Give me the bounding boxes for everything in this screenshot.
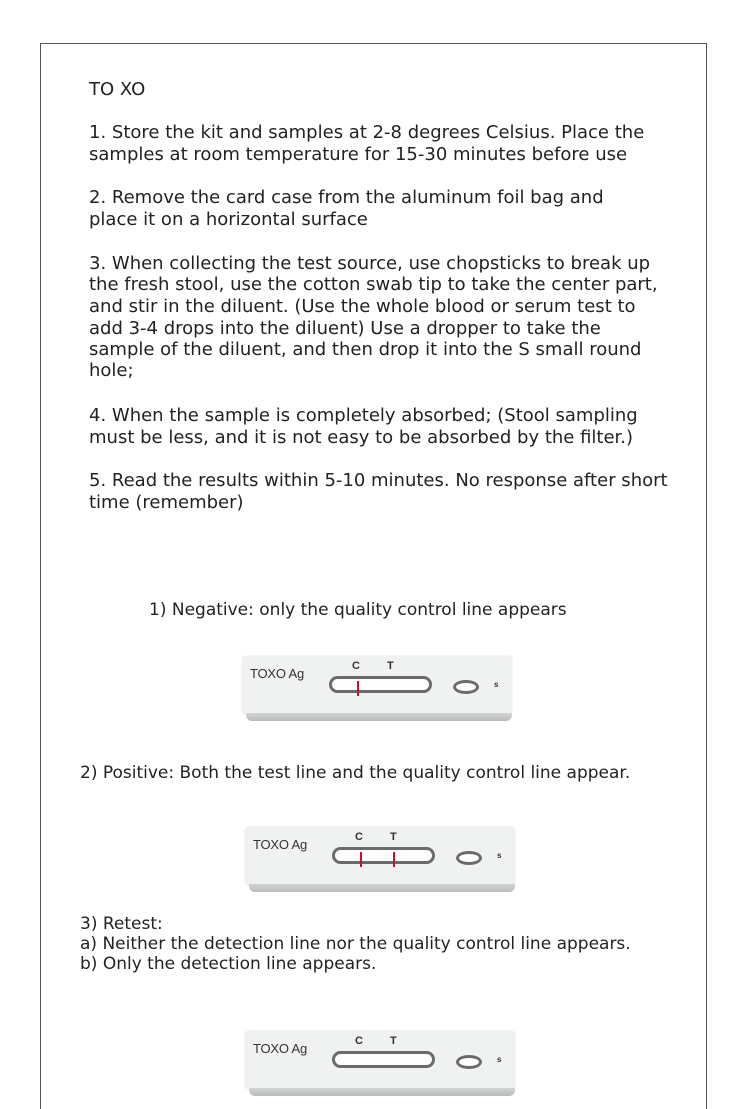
sample-well (456, 851, 482, 865)
test-mark: T (390, 1035, 397, 1047)
step-3-line-1: 3. When collecting the test source, use chopsticks to break up (89, 253, 651, 274)
card-label: TOXO Ag (250, 666, 304, 681)
step-2-line-2: place it on a horizontal surface (89, 209, 368, 230)
step-4-line-2: must be less, and it is not easy to be absorbed by the filter.) (89, 427, 634, 448)
test-mark: T (390, 831, 397, 843)
retest-item-b: b) Only the detection line appears. (80, 954, 377, 974)
step-2-line-1: 2. Remove the card case from the aluminum foil bag and (89, 187, 604, 208)
step-4-line-1: 4. When the sample is completely absorbed; (Stool sampling (89, 405, 638, 426)
result-window (329, 676, 432, 693)
card-label: TOXO Ag (253, 1041, 307, 1056)
sample-well (453, 680, 479, 694)
step-5-line-1: 5. Read the results within 5-10 minutes. No response after short (89, 470, 668, 491)
sample-mark: s (494, 680, 499, 689)
test-mark: T (387, 660, 394, 672)
control-line (357, 681, 359, 696)
card-base (246, 713, 512, 721)
step-3-line-3: and stir in the diluent. (Use the whole blood or serum test to (89, 296, 636, 317)
control-mark: C (355, 1035, 363, 1047)
card-base (249, 1088, 515, 1096)
positive-caption: 2) Positive: Both the test line and the quality control line appear. (80, 763, 631, 783)
card-base (249, 884, 515, 892)
step-3-line-5: sample of the diluent, and then drop it into the S small round (89, 339, 642, 360)
step-1-line-1: 1. Store the kit and samples at 2-8 degrees Celsius. Place the (89, 122, 645, 143)
test-line (393, 852, 395, 867)
result-window (332, 847, 435, 864)
negative-caption: 1) Negative: only the quality control line appears (149, 600, 567, 620)
retest-item-a: a) Neither the detection line nor the quality control line appears. (80, 934, 631, 954)
step-3-line-2: the fresh stool, use the cotton swab tip to take the center part, (89, 274, 658, 295)
step-3-line-4: add 3-4 drops into the diluent) Use a dropper to take the (89, 318, 601, 339)
result-window (332, 1051, 435, 1068)
retest-heading: 3) Retest: (80, 914, 163, 934)
control-mark: C (355, 831, 363, 843)
step-5-line-2: time (remember) (89, 492, 244, 513)
card-label: TOXO Ag (253, 837, 307, 852)
step-1-line-2: samples at room temperature for 15-30 minutes before use (89, 144, 628, 165)
document-title: TO XO (89, 79, 146, 100)
sample-mark: s (497, 1055, 502, 1064)
test-card-retest (245, 1031, 515, 1097)
control-mark: C (352, 660, 360, 672)
test-card-negative (242, 656, 512, 722)
test-card-positive (245, 827, 515, 893)
step-3-line-6: hole; (89, 360, 134, 381)
control-line (360, 852, 362, 867)
sample-well (456, 1055, 482, 1069)
sample-mark: s (497, 851, 502, 860)
